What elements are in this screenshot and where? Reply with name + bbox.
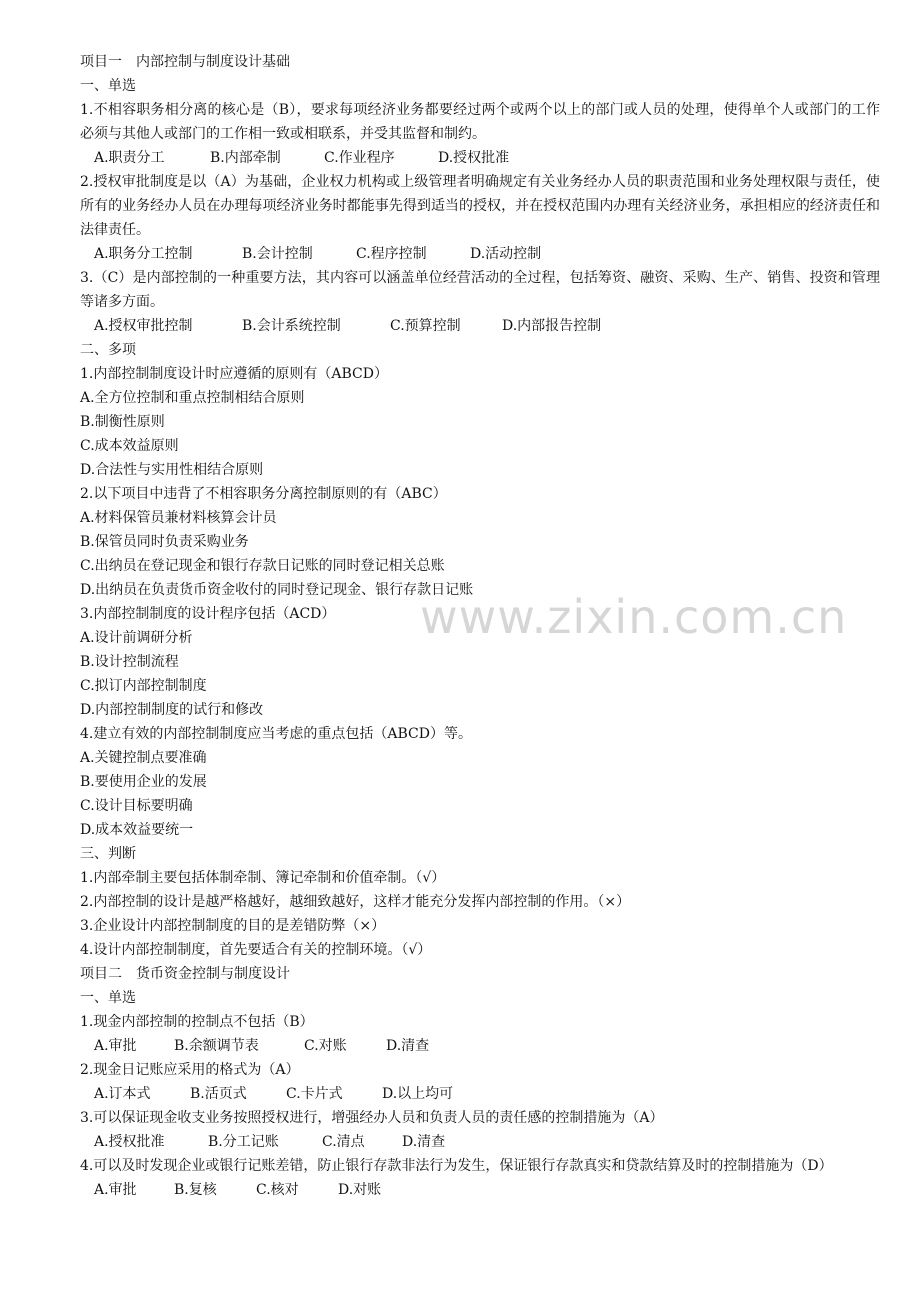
option: A.授权批准 <box>94 1134 165 1150</box>
option: C.程序控制 <box>356 246 427 262</box>
option: B.要使用企业的发展 <box>80 774 207 790</box>
judgement-item: 1.内部牵制主要包括体制牵制、簿记牵制和价值牵制。（√） <box>80 870 446 886</box>
option: C.对账 <box>304 1038 347 1054</box>
option: B.制衡性原则 <box>80 414 165 430</box>
option: A.关键控制点要准确 <box>80 750 207 766</box>
question-text: 2.授权审批制度是以（A）为基础，企业权力机构或上级管理者明确规定有关业务经办人员的职责范围和业务处理权限与责任，使所有的业务经办人员在办理每项经济业务时都能事先得到适当的授权，并在授权范围内办理有关经济业务，承担相应的经济责任和法律责任。 <box>80 174 880 238</box>
option: B.余额调节表 <box>174 1038 259 1054</box>
option: A.授权审批控制 <box>94 318 193 334</box>
subsection-heading: 一、单选 <box>80 78 136 94</box>
option: B.保管员同时负责采购业务 <box>80 534 249 550</box>
option: A.设计前调研分析 <box>80 630 193 646</box>
question-text: 4.建立有效的内部控制制度应当考虑的重点包括（ABCD）等。 <box>80 726 472 742</box>
option: A.订本式 <box>94 1086 151 1102</box>
question-text: 1.内部控制制度设计时应遵循的原则有（ABCD） <box>80 366 388 382</box>
option: D.成本效益要统一 <box>80 822 194 838</box>
option: D.清查 <box>402 1134 446 1150</box>
option: C.拟订内部控制制度 <box>80 678 207 694</box>
question-text: 2.现金日记账应采用的格式为（A） <box>80 1062 300 1078</box>
option: D.清查 <box>386 1038 430 1054</box>
option: D.活动控制 <box>470 246 542 262</box>
option: B.分工记账 <box>208 1134 279 1150</box>
question-text: 1.现金内部控制的控制点不包括（B） <box>80 1014 314 1030</box>
option-row <box>80 314 880 338</box>
judgement-item: 2.内部控制的设计是越严格越好，越细致越好，这样才能充分发挥内部控制的作用。（×） <box>80 894 631 910</box>
option: C.清点 <box>322 1134 365 1150</box>
option: D.以上均可 <box>382 1086 454 1102</box>
document-body <box>80 50 880 1202</box>
option: A.全方位控制和重点控制相结合原则 <box>80 390 305 406</box>
option: B.复核 <box>174 1182 217 1198</box>
option: C.成本效益原则 <box>80 438 179 454</box>
option: D.出纳员在负责货币资金收付的同时登记现金、银行存款日记账 <box>80 582 474 598</box>
option-row <box>80 242 880 266</box>
option-row <box>80 1178 880 1202</box>
section-title: 项目一 内部控制与制度设计基础 <box>80 54 290 70</box>
question-text: 3.可以保证现金收支业务按照授权进行，增强经办人员和负责人员的责任感的控制措施为（A） <box>80 1110 664 1126</box>
option: C.出纳员在登记现金和银行存款日记账的同时登记相关总账 <box>80 558 445 574</box>
question-text: 2.以下项目中违背了不相容职务分离控制原则的有（ABC） <box>80 486 447 502</box>
option: A.材料保管员兼材料核算会计员 <box>80 510 277 526</box>
option-row <box>80 1082 880 1106</box>
section-title: 项目二 货币资金控制与制度设计 <box>80 966 290 982</box>
option: C.卡片式 <box>286 1086 343 1102</box>
option: B.会计控制 <box>242 246 313 262</box>
option: B.活页式 <box>190 1086 247 1102</box>
option-row <box>80 1034 880 1058</box>
question-text: 3.内部控制制度的设计程序包括（ACD） <box>80 606 336 622</box>
question-text: 3.（C）是内部控制的一种重要方法，其内容可以涵盖单位经营活动的全过程，包括筹资、融资、采购、生产、销售、投资和管理等诸多方面。 <box>80 270 880 310</box>
subsection-heading: 二、多项 <box>80 342 136 358</box>
option: D.合法性与实用性相结合原则 <box>80 462 264 478</box>
question-text: 1.不相容职务相分离的核心是（B），要求每项经济业务都要经过两个或两个以上的部门或人员的处理，使得单个人或部门的工作必须与其他人或部门的工作相一致或相联系，并受其监督和制约。 <box>80 102 880 142</box>
option: C.预算控制 <box>390 318 461 334</box>
option: D.内部报告控制 <box>502 318 602 334</box>
option-row <box>80 146 880 170</box>
option: B.内部牵制 <box>210 150 281 166</box>
subsection-heading: 一、单选 <box>80 990 136 1006</box>
option: B.会计系统控制 <box>242 318 341 334</box>
judgement-item: 3.企业设计内部控制制度的目的是差错防弊（×） <box>80 918 386 934</box>
option-row <box>80 1130 880 1154</box>
option: D.对账 <box>338 1182 382 1198</box>
option: C.设计目标要明确 <box>80 798 193 814</box>
option: A.职务分工控制 <box>94 246 193 262</box>
option: A.审批 <box>94 1038 137 1054</box>
subsection-heading: 三、判断 <box>80 846 136 862</box>
option: D.内部控制制度的试行和修改 <box>80 702 264 718</box>
option: C.作业程序 <box>324 150 395 166</box>
judgement-item: 4.设计内部控制制度，首先要适合有关的控制环境。（√） <box>80 942 432 958</box>
question-text: 4.可以及时发现企业或银行记账差错，防止银行存款非法行为发生，保证银行存款真实和贷款结算及时的控制措施为（D） <box>80 1158 833 1174</box>
option: A.职责分工 <box>94 150 165 166</box>
option: A.审批 <box>94 1182 137 1198</box>
option: C.核对 <box>256 1182 299 1198</box>
option: D.授权批准 <box>438 150 510 166</box>
watermark: www.zixin.com.cn <box>420 590 848 644</box>
option: B.设计控制流程 <box>80 654 179 670</box>
